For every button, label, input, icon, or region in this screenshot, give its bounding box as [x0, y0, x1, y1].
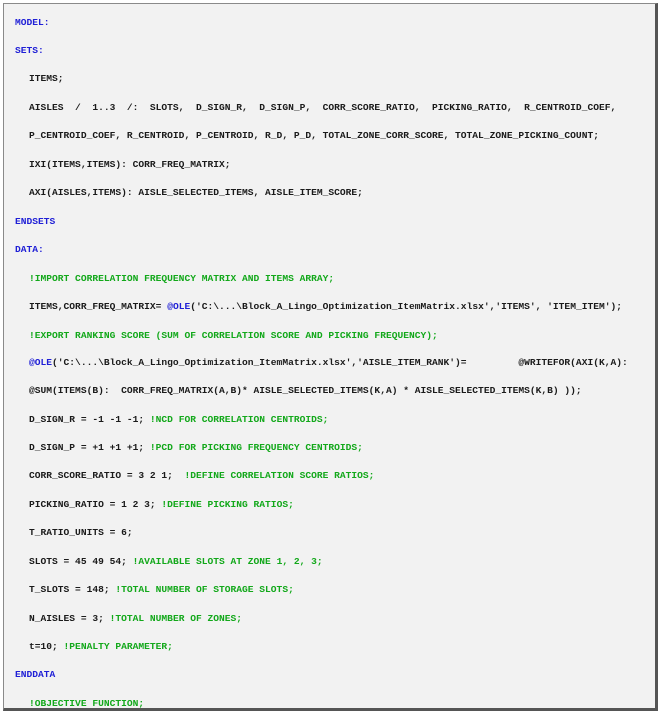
- comment: !PENALTY PARAMETER;: [63, 641, 173, 652]
- code-listing-frame: [3, 3, 658, 711]
- comment: !TOTAL NUMBER OF STORAGE SLOTS;: [115, 584, 294, 595]
- code-line: [29, 583, 294, 597]
- code-line: [29, 72, 64, 86]
- keyword: ENDSETS: [15, 216, 56, 227]
- code-line: [29, 469, 374, 483]
- code-text: AISLES / 1..3 /: SLOTS, D_SIGN_R, D_SIGN_P, CORR_SCORE_RATIO, PICKING_RATIO, R_CENTROID_COEF,: [29, 102, 617, 113]
- code-line: [29, 640, 173, 654]
- code-line: [29, 441, 363, 455]
- code-line: [29, 413, 328, 427]
- code-comment-line: [29, 329, 438, 343]
- keyword: DATA:: [15, 244, 44, 255]
- code-line-model: [15, 16, 50, 30]
- code-text: ITEMS,CORR_FREQ_MATRIX=: [29, 301, 168, 312]
- code-line: [29, 158, 231, 172]
- code-line-data: [15, 243, 44, 257]
- code-line: [29, 186, 363, 200]
- code-text: ('C:\...\Block_A_Lingo_Optimization_ItemMatrix.xlsx','AISLE_ITEM_RANK')= @WRITEFOR(AXI(K,A):: [52, 357, 628, 368]
- comment: !NCD FOR CORRELATION CENTROIDS;: [149, 414, 329, 425]
- code-text: IXI(ITEMS,ITEMS): CORR_FREQ_MATRIX;: [29, 159, 231, 170]
- code-line-sets: [15, 44, 44, 58]
- code-listing: [4, 4, 655, 708]
- code-text: PICKING_RATIO = 1 2 3;: [29, 499, 162, 510]
- function-keyword: @OLE: [167, 301, 191, 312]
- code-line: [29, 384, 582, 398]
- comment: !IMPORT CORRELATION FREQUENCY MATRIX AND ITEMS ARRAY;: [29, 273, 335, 284]
- code-comment-line: [29, 697, 144, 711]
- code-text: D_SIGN_P = +1 +1 +1;: [29, 442, 150, 453]
- code-line: [29, 498, 294, 512]
- code-text: ITEMS;: [29, 73, 64, 84]
- comment: !TOTAL NUMBER OF ZONES;: [109, 613, 243, 624]
- code-line-enddata: [15, 668, 55, 682]
- code-text: T_SLOTS = 148;: [29, 584, 116, 595]
- code-line: [29, 526, 133, 540]
- code-line: [29, 101, 616, 115]
- code-text: t=10;: [29, 641, 64, 652]
- code-text: D_SIGN_R = -1 -1 -1;: [29, 414, 150, 425]
- code-text: P_CENTROID_COEF, R_CENTROID, P_CENTROID, R_D, P_D, TOTAL_ZONE_CORR_SCORE, TOTAL_ZONE_PICKING_COUNT;: [29, 130, 599, 141]
- code-line: [29, 300, 622, 314]
- code-text: T_RATIO_UNITS = 6;: [29, 527, 133, 538]
- code-line: [29, 612, 242, 626]
- code-text: AXI(AISLES,ITEMS): AISLE_SELECTED_ITEMS, AISLE_ITEM_SCORE;: [29, 187, 363, 198]
- comment: !EXPORT RANKING SCORE (SUM OF CORRELATION SCORE AND PICKING FREQUENCY);: [29, 330, 438, 341]
- code-text: @SUM(ITEMS(B): CORR_FREQ_MATRIX(A,B)* AISLE_SELECTED_ITEMS(K,A) * AISLE_SELECTED_ITEMS(K,B) ));: [29, 385, 582, 396]
- comment: !DEFINE PICKING RATIOS;: [161, 499, 294, 510]
- comment: !DEFINE CORRELATION SCORE RATIOS;: [184, 470, 375, 481]
- code-text: CORR_SCORE_RATIO = 3 2 1;: [29, 470, 185, 481]
- keyword: SETS:: [15, 45, 44, 56]
- comment: !PCD FOR PICKING FREQUENCY CENTROIDS;: [149, 442, 363, 453]
- keyword: MODEL:: [15, 17, 50, 28]
- comment: !AVAILABLE SLOTS AT ZONE 1, 2, 3;: [132, 556, 323, 567]
- comment: !OBJECTIVE FUNCTION;: [29, 698, 145, 709]
- code-text: N_AISLES = 3;: [29, 613, 110, 624]
- code-line-endsets: [15, 215, 55, 229]
- keyword: ENDDATA: [15, 669, 56, 680]
- code-line: [29, 356, 628, 370]
- code-line: [29, 555, 323, 569]
- code-comment-line: [29, 272, 334, 286]
- code-text: SLOTS = 45 49 54;: [29, 556, 133, 567]
- code-text: ('C:\...\Block_A_Lingo_Optimization_ItemMatrix.xlsx','ITEMS', 'ITEM_ITEM');: [190, 301, 623, 312]
- code-line: [29, 129, 599, 143]
- function-keyword: @OLE: [29, 357, 53, 368]
